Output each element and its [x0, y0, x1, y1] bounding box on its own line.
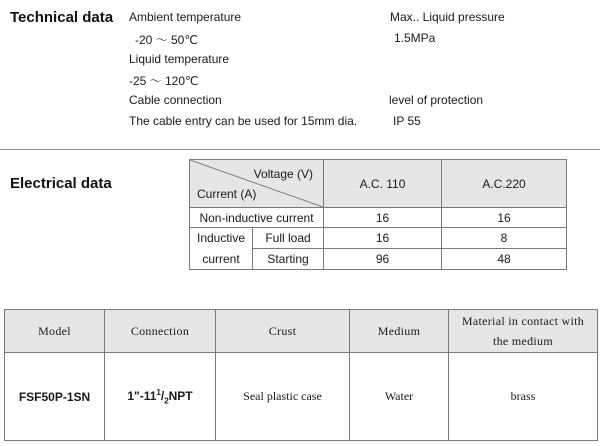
- crust-header: Crust: [216, 310, 350, 353]
- ambient-temperature-value: -20 ～ 50℃: [135, 33, 198, 47]
- ambient-temperature-label: Ambient temperature: [129, 10, 242, 24]
- material-header-line2: the medium: [493, 334, 553, 348]
- connection-fraction-sub: 2: [164, 396, 169, 406]
- liquid-pressure-value: 1.5MPa: [394, 31, 436, 45]
- connection-main: 1"-11: [127, 388, 157, 403]
- non-inductive-label: Non-inductive current: [190, 208, 324, 228]
- connection-fraction-sup: 1: [156, 387, 161, 397]
- connection-header: Connection: [105, 310, 216, 353]
- protection-level-label: level of protection: [389, 93, 484, 107]
- connection-tail: NPT: [168, 388, 193, 403]
- voltage-label: Voltage (V): [253, 167, 313, 181]
- material-value: brass: [449, 353, 598, 441]
- ac220-header: A.C.220: [442, 160, 567, 208]
- ac110-header: A.C. 110: [324, 160, 442, 208]
- liquid-pressure-label: Max.. Liquid pressure: [390, 10, 505, 24]
- model-table: [4, 309, 598, 441]
- liquid-temperature-label: Liquid temperature: [129, 52, 230, 66]
- non-inductive-220: 16: [442, 208, 567, 228]
- medium-header: Medium: [350, 310, 449, 353]
- connection-value: $1"-11^1/_2NPT$: [105, 353, 216, 441]
- material-header-line1: Material in contact with: [461, 314, 585, 328]
- crust-value: Seal plastic case: [216, 353, 350, 441]
- inductive-current-label: current: [190, 249, 253, 270]
- medium-value: Water: [350, 353, 449, 441]
- full-load-110: 16: [324, 228, 442, 249]
- voltage-current-header: [190, 160, 324, 208]
- electrical-data-table: [189, 159, 567, 270]
- model-value: FSF50P-1SN: [5, 353, 105, 441]
- electrical-data-heading: Electrical data: [10, 175, 112, 192]
- inductive-label: Inductive: [190, 228, 253, 249]
- starting-label: Starting: [253, 249, 324, 270]
- current-label: Current (A): [197, 187, 257, 201]
- full-load-label: Full load: [253, 228, 324, 249]
- model-header: Model: [5, 310, 105, 353]
- section-divider: [0, 149, 600, 150]
- non-inductive-110: 16: [324, 208, 442, 228]
- liquid-temperature-value: -25 ～ 120℃: [129, 74, 199, 88]
- starting-110: 96: [324, 249, 442, 270]
- cable-connection-label: Cable connection: [129, 93, 222, 107]
- cable-connection-value: The cable entry can be used for 15mm dia.: [129, 114, 358, 128]
- protection-level-value: IP 55: [393, 114, 421, 128]
- full-load-220: 8: [442, 228, 567, 249]
- starting-220: 48: [442, 249, 567, 270]
- technical-data-heading: Technical data: [10, 9, 114, 26]
- material-header: [449, 310, 598, 353]
